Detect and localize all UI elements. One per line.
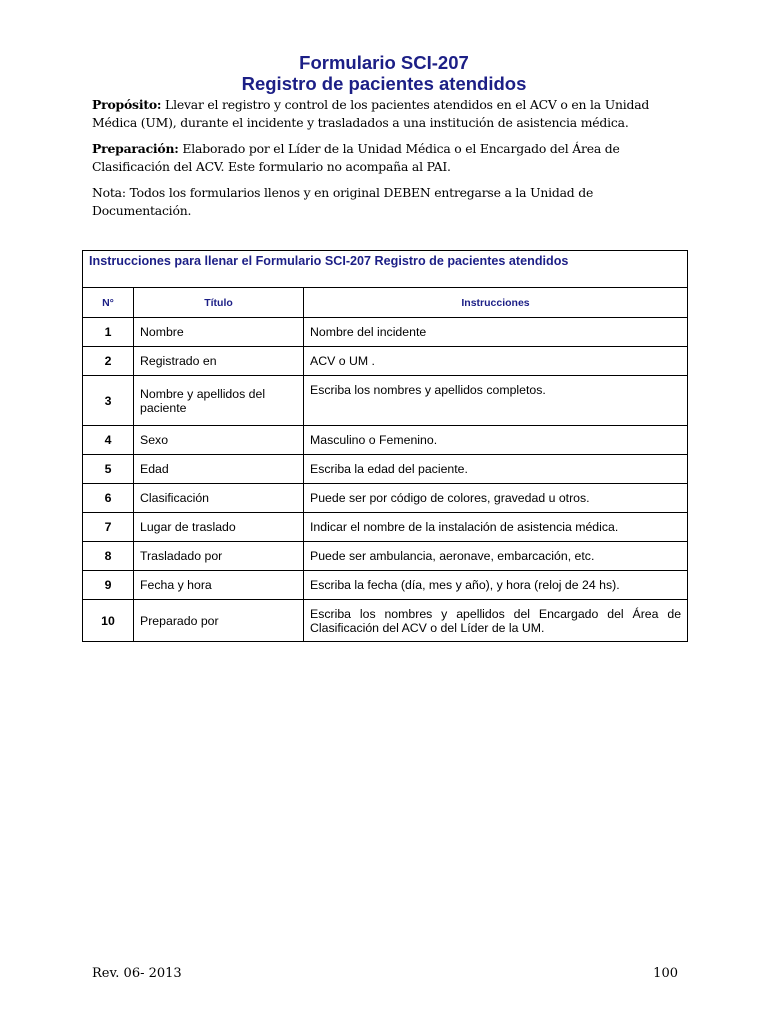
preparation-paragraph (92, 140, 652, 175)
table-row (83, 318, 688, 347)
row-instructions: Escriba la edad del paciente. (304, 455, 688, 484)
row-instructions: Nombre del incidente (304, 318, 688, 347)
table-row (83, 600, 688, 642)
row-instructions: Masculino o Femenino. (304, 426, 688, 455)
row-title: Nombre (134, 318, 304, 347)
note-text: Nota: Todos los formularios llenos y en original DEBEN entregarse a la Unidad de Documentación. (92, 185, 594, 218)
table-row (83, 513, 688, 542)
row-number: 5 (83, 455, 134, 484)
row-instructions: Escriba los nombres y apellidos del Encargado del Área de Clasificación del ACV o del Líder de la UM. (304, 600, 688, 642)
row-instructions: ACV o UM . (304, 347, 688, 376)
purpose-text: Llevar el registro y control de los pacientes atendidos en el ACV o en la Unidad Médica (UM), durante el incidente y trasladados a una institución de asistencia médica. (92, 97, 650, 130)
row-title: Clasificación (134, 484, 304, 513)
table-header-row (83, 288, 688, 318)
revision-footer: Rev. 06- 2013 (92, 966, 182, 981)
instructions-table (82, 250, 688, 642)
form-code-title: Formulario SCI-207 (299, 52, 469, 73)
row-instructions: Indicar el nombre de la instalación de asistencia médica. (304, 513, 688, 542)
purpose-paragraph (92, 96, 652, 131)
page-number: 100 (653, 966, 678, 981)
row-instructions: Escriba los nombres y apellidos completos. (304, 376, 688, 426)
row-title: Fecha y hora (134, 571, 304, 600)
row-title: Edad (134, 455, 304, 484)
table-row (83, 426, 688, 455)
table-row (83, 542, 688, 571)
row-number: 8 (83, 542, 134, 571)
row-instructions: Puede ser por código de colores, gravedad u otros. (304, 484, 688, 513)
form-name-title: Registro de pacientes atendidos (241, 73, 527, 94)
document-title (0, 52, 768, 94)
row-instructions: Puede ser ambulancia, aeronave, embarcación, etc. (304, 542, 688, 571)
table-row (83, 571, 688, 600)
row-title: Nombre y apellidos del paciente (134, 376, 304, 426)
table-caption: Instrucciones para llenar el Formulario SCI-207 Registro de pacientes atendidos (83, 251, 688, 288)
row-number: 7 (83, 513, 134, 542)
table-row (83, 484, 688, 513)
table-row (83, 347, 688, 376)
column-header-number: N° (83, 288, 134, 318)
row-number: 4 (83, 426, 134, 455)
row-number: 1 (83, 318, 134, 347)
preparation-text: Elaborado por el Líder de la Unidad Médica o el Encargado del Área de Clasificación del ACV. Este formulario no acompaña al PAI. (92, 141, 620, 174)
row-instructions: Escriba la fecha (día, mes y año), y hora (reloj de 24 hs). (304, 571, 688, 600)
row-number: 9 (83, 571, 134, 600)
table-row (83, 455, 688, 484)
note-paragraph (92, 184, 652, 219)
table-row (83, 376, 688, 426)
row-number: 2 (83, 347, 134, 376)
column-header-title: Título (134, 288, 304, 318)
row-title: Sexo (134, 426, 304, 455)
row-number: 3 (83, 376, 134, 426)
row-title: Lugar de traslado (134, 513, 304, 542)
preparation-label: Preparación: (92, 141, 179, 156)
row-number: 6 (83, 484, 134, 513)
row-number: 10 (83, 600, 134, 642)
row-title: Preparado por (134, 600, 304, 642)
column-header-instructions: Instrucciones (304, 288, 688, 318)
row-title: Trasladado por (134, 542, 304, 571)
purpose-label: Propósito: (92, 97, 162, 112)
row-title: Registrado en (134, 347, 304, 376)
